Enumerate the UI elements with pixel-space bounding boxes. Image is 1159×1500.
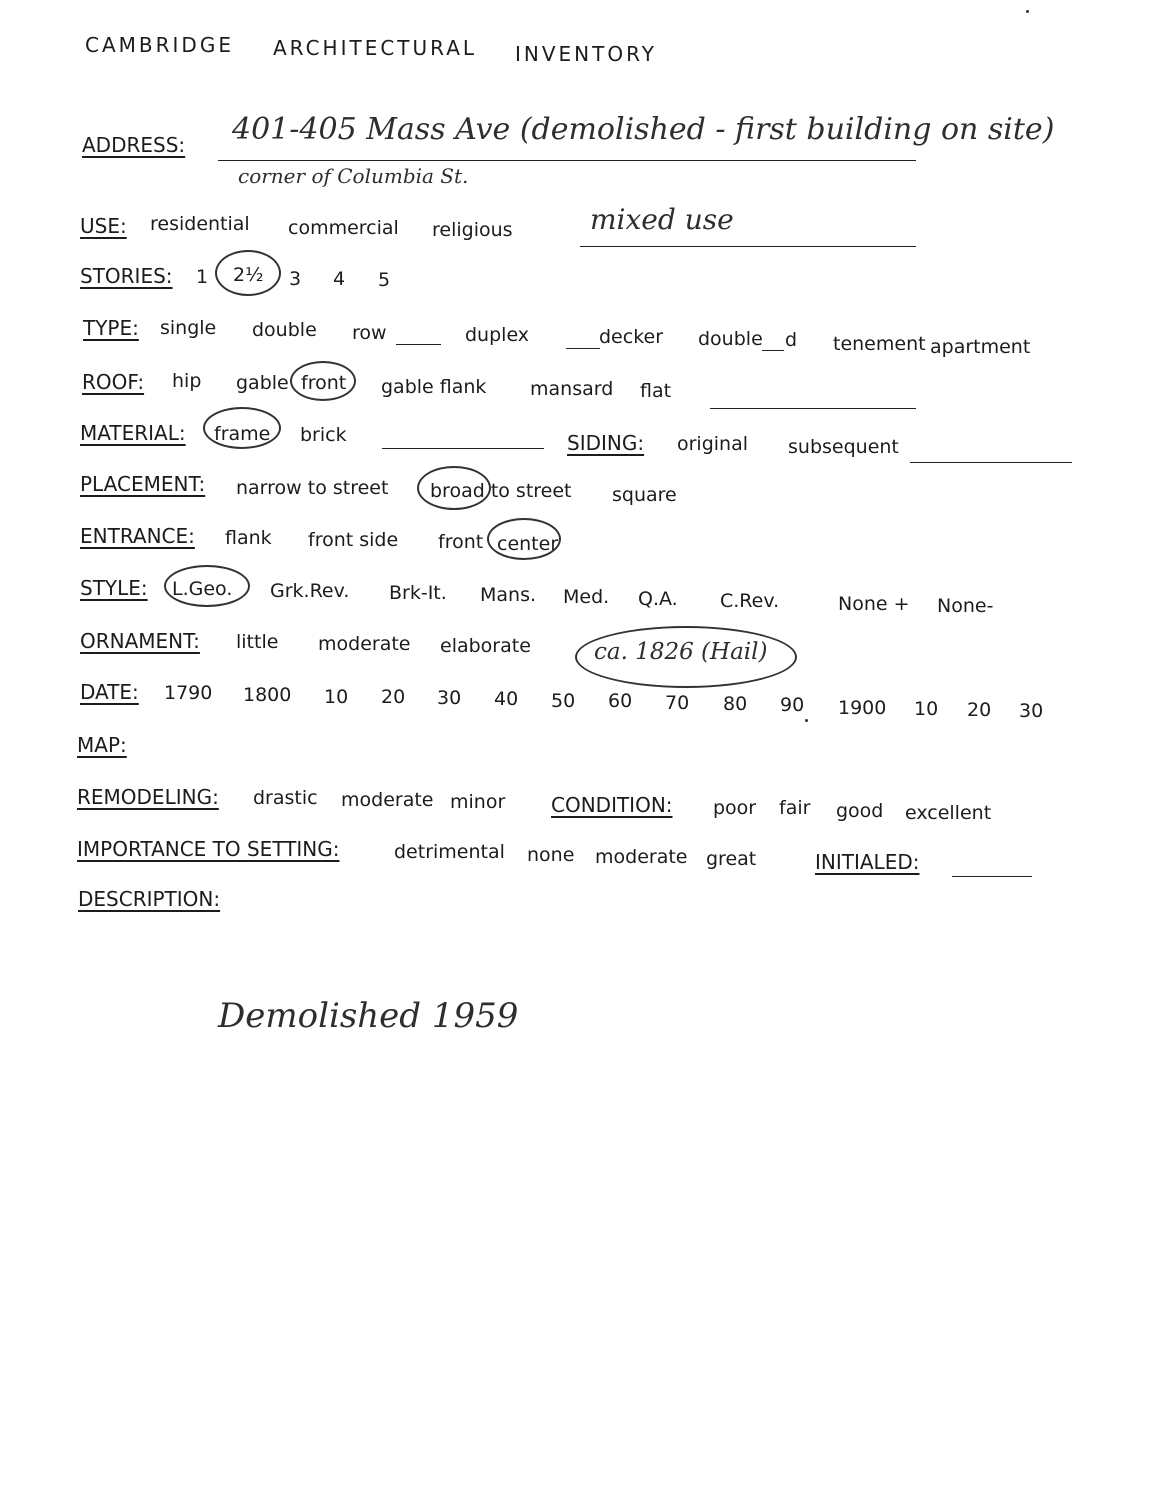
style-label: STYLE: [80, 576, 148, 600]
date-option-1790: 1790 [164, 682, 213, 704]
placement-label: PLACEMENT: [80, 472, 206, 496]
placement-option-broad: broad to street [430, 480, 572, 502]
type-option-d: d [785, 329, 798, 351]
stories-option-4: 4 [333, 268, 346, 290]
type-option-double-d: double [698, 328, 763, 350]
initialed-blank [952, 876, 1032, 877]
description-handwritten-note: Demolished 1959 [218, 996, 519, 1036]
style-option-med: Med. [563, 586, 610, 608]
siding-option-subsequent: subsequent [788, 436, 899, 458]
date-option-20: 20 [381, 686, 406, 708]
use-option-commercial: commercial [288, 217, 399, 239]
condition-option-excellent: excellent [905, 802, 992, 824]
date-option-70: 70 [665, 692, 690, 714]
importance-option-none: none [527, 844, 575, 866]
style-option-qa: Q.A. [638, 588, 678, 610]
stories-option-3: 3 [289, 268, 302, 290]
siding-label: SIDING: [567, 431, 645, 455]
date-label: DATE: [80, 680, 139, 704]
roof-option-hip: hip [172, 370, 202, 392]
roof-option-gable-flank: gable flank [381, 376, 487, 398]
siding-option-original: original [677, 433, 749, 455]
remodeling-option-minor: minor [450, 791, 506, 813]
description-label: DESCRIPTION: [78, 887, 221, 911]
type-option-decker: decker [599, 326, 664, 348]
address-cross-street: corner of Columbia St. [238, 164, 469, 188]
remodeling-label: REMODELING: [77, 785, 219, 809]
siding-blank [910, 462, 1072, 463]
type-option-row: row [352, 322, 387, 344]
style-option-brkit: Brk-It. [389, 582, 447, 604]
condition-option-fair: fair [779, 797, 811, 819]
placement-option-square: square [612, 484, 677, 506]
ornament-option-little: little [236, 631, 279, 653]
type-option-double: double [252, 319, 317, 341]
style-option-mans: Mans. [480, 584, 537, 606]
entrance-option-center: center [497, 533, 559, 555]
address-label: ADDRESS: [82, 133, 186, 157]
initialed-label: INITIALED: [815, 850, 920, 874]
remodeling-option-drastic: drastic [253, 787, 318, 809]
date-option-30: 30 [437, 687, 462, 709]
entrance-option-front-side: front side [308, 529, 399, 551]
placement-option-narrow: narrow to street [236, 477, 389, 499]
use-rule [580, 246, 916, 247]
condition-option-poor: poor [713, 797, 757, 819]
use-handwritten: mixed use [590, 203, 734, 236]
ornament-option-elaborate: elaborate [440, 635, 531, 657]
importance-option-detrimental: detrimental [394, 841, 505, 863]
roof-option-front: front [301, 372, 347, 394]
type-option-duplex: duplex [465, 324, 530, 346]
material-blank [382, 448, 544, 449]
header-word-2: ARCHITECTURAL [273, 36, 478, 60]
date-option-1930: 30 [1019, 700, 1044, 722]
scan-speck [1026, 10, 1029, 13]
date-option-1900: 1900 [838, 697, 887, 719]
style-option-grkrev: Grk.Rev. [270, 580, 350, 602]
material-option-brick: brick [300, 424, 347, 446]
use-option-residential: residential [150, 213, 250, 235]
scan-speck [805, 719, 808, 722]
remodeling-option-moderate: moderate [341, 789, 434, 811]
type-decker-blank [566, 348, 600, 349]
date-option-1920: 20 [967, 699, 992, 721]
roof-blank [710, 408, 916, 409]
material-label: MATERIAL: [80, 421, 186, 445]
stories-option-5: 5 [378, 269, 391, 291]
date-option-10: 10 [324, 686, 349, 708]
roof-label: ROOF: [82, 370, 145, 394]
date-option-40: 40 [494, 688, 519, 710]
stories-option-1: 1 [196, 266, 209, 288]
importance-label: IMPORTANCE TO SETTING: [77, 837, 340, 861]
date-option-80: 80 [723, 693, 748, 715]
date-option-1800: 1800 [243, 684, 292, 706]
header-word-3: INVENTORY [515, 42, 657, 66]
style-option-none-minus: None- [937, 595, 994, 617]
entrance-label: ENTRANCE: [80, 524, 195, 548]
ornament-option-moderate: moderate [318, 633, 411, 655]
type-option-tenement: tenement [833, 333, 926, 355]
condition-label: CONDITION: [551, 793, 673, 817]
date-option-60: 60 [608, 690, 633, 712]
importance-option-great: great [706, 848, 757, 870]
address-rule [218, 160, 916, 161]
address-handwritten: 401-405 Mass Ave (demolished - first building on site) [232, 112, 1055, 147]
roof-option-mansard: mansard [530, 378, 614, 400]
importance-option-moderate: moderate [595, 846, 688, 868]
use-option-religious: religious [432, 219, 513, 241]
entrance-option-flank: flank [225, 527, 272, 549]
style-option-crev: C.Rev. [720, 590, 780, 612]
condition-option-good: good [836, 800, 884, 822]
date-option-1910: 10 [914, 698, 939, 720]
type-option-apartment: apartment [930, 336, 1031, 358]
ornament-label: ORNAMENT: [80, 629, 200, 653]
header-word-1: CAMBRIDGE [85, 33, 234, 57]
material-option-frame: frame [214, 423, 271, 445]
map-label: MAP: [77, 733, 127, 757]
stories-label: STORIES: [80, 264, 173, 288]
entrance-option-front: front [438, 531, 484, 553]
type-double-d-blank [762, 350, 784, 351]
ornament-handwritten-date: ca. 1826 (Hail) [594, 639, 768, 665]
type-label: TYPE: [83, 316, 139, 340]
roof-option-gable: gable [236, 372, 289, 394]
stories-option-2-5: 2½ [233, 264, 264, 286]
date-option-90: 90 [780, 694, 805, 716]
date-option-50: 50 [551, 690, 576, 712]
style-option-lgeo: L.Geo. [172, 578, 233, 600]
type-row-blank [396, 344, 441, 345]
style-option-none-plus: None + [838, 593, 910, 615]
type-option-single: single [160, 317, 217, 339]
use-label: USE: [80, 214, 127, 238]
roof-option-flat: flat [640, 380, 672, 402]
